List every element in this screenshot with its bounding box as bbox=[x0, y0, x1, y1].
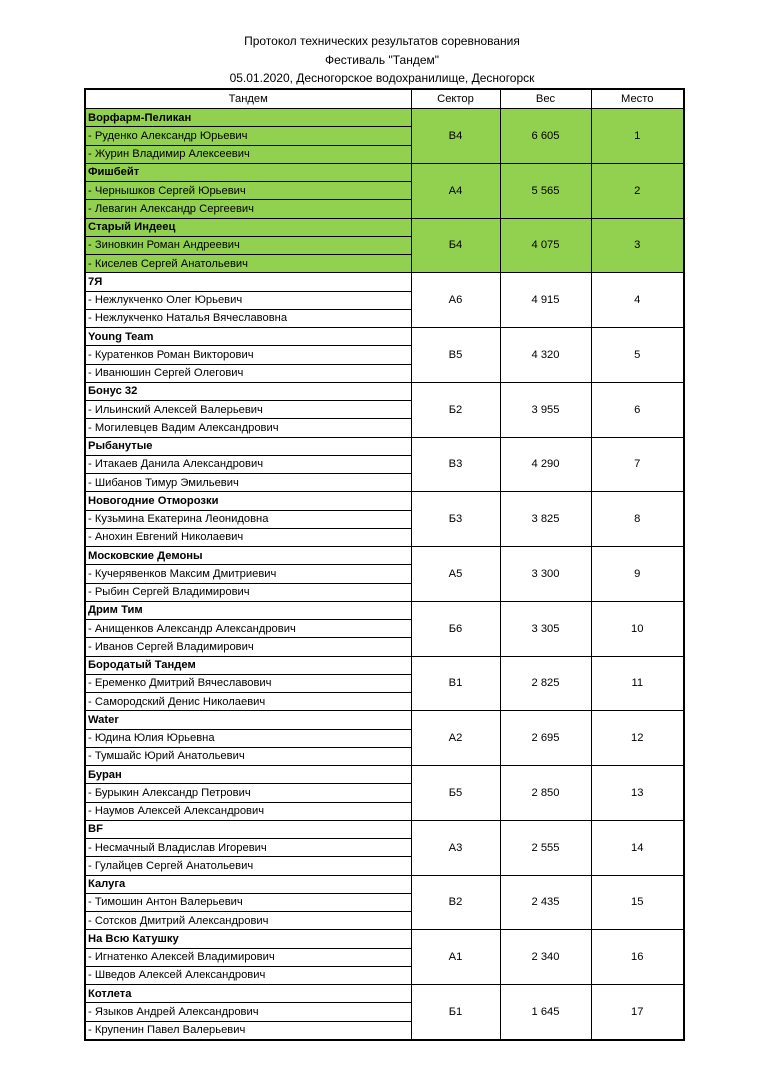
team-name: Московские Демоны bbox=[85, 547, 411, 565]
team-place: 15 bbox=[591, 875, 684, 930]
team-row bbox=[85, 437, 684, 455]
team-row bbox=[85, 930, 684, 948]
team-member: - Самородский Денис Николаевич bbox=[85, 693, 411, 711]
team-place: 6 bbox=[591, 382, 684, 437]
team-place: 4 bbox=[591, 273, 684, 328]
team-row bbox=[85, 875, 684, 893]
team-member: - Журин Владимир Алексеевич bbox=[85, 145, 411, 163]
team-place: 3 bbox=[591, 218, 684, 273]
team-name: Фишбейт bbox=[85, 163, 411, 181]
team-member: - Итакаев Данила Александрович bbox=[85, 455, 411, 473]
team-sector: В2 bbox=[411, 875, 500, 930]
team-place: 13 bbox=[591, 766, 684, 821]
team-member: - Шибанов Тимур Эмильевич bbox=[85, 474, 411, 492]
column-header-weight: Вес bbox=[500, 89, 591, 109]
team-member: - Гулайцев Сергей Анатольевич bbox=[85, 857, 411, 875]
team-member: - Иванюшин Сергей Олегович bbox=[85, 364, 411, 382]
team-row bbox=[85, 273, 684, 291]
team-place: 9 bbox=[591, 547, 684, 602]
team-name: Young Team bbox=[85, 328, 411, 346]
team-sector: Б5 bbox=[411, 766, 500, 821]
team-name: На Всю Катушку bbox=[85, 930, 411, 948]
team-name: Рыбанутые bbox=[85, 437, 411, 455]
team-name: Новогодние Отморозки bbox=[85, 492, 411, 510]
document-header bbox=[0, 32, 764, 88]
team-member: - Руденко Александр Юрьевич bbox=[85, 127, 411, 145]
team-sector: Б4 bbox=[411, 218, 500, 273]
team-member: - Анохин Евгений Николаевич bbox=[85, 528, 411, 546]
date-location: 05.01.2020, Десногорское водохранилище, Десногорск bbox=[229, 71, 535, 85]
team-name: BF bbox=[85, 820, 411, 838]
team-row bbox=[85, 656, 684, 674]
team-row bbox=[85, 547, 684, 565]
team-place: 7 bbox=[591, 437, 684, 492]
team-place: 8 bbox=[591, 492, 684, 547]
team-member: - Наумов Алексей Александрович bbox=[85, 802, 411, 820]
column-header-place: Место bbox=[591, 89, 684, 109]
team-weight: 2 850 bbox=[500, 766, 591, 821]
team-member: - Нежлукченко Олег Юрьевич bbox=[85, 291, 411, 309]
team-sector: Б3 bbox=[411, 492, 500, 547]
team-member: - Юдина Юлия Юрьевна bbox=[85, 729, 411, 747]
team-member: - Бурыкин Александр Петрович bbox=[85, 784, 411, 802]
team-member: - Тумшайс Юрий Анатольевич bbox=[85, 747, 411, 765]
team-sector: А4 bbox=[411, 163, 500, 218]
team-place: 11 bbox=[591, 656, 684, 711]
column-header-tandem: Тандем bbox=[85, 89, 411, 109]
team-row bbox=[85, 601, 684, 619]
team-place: 2 bbox=[591, 163, 684, 218]
team-member: - Несмачный Владислав Игоревич bbox=[85, 839, 411, 857]
team-member: - Левагин Александр Сергеевич bbox=[85, 200, 411, 218]
team-place: 5 bbox=[591, 328, 684, 383]
team-member: - Игнатенко Алексей Владимирович bbox=[85, 948, 411, 966]
team-sector: Б1 bbox=[411, 985, 500, 1040]
team-name: Котлета bbox=[85, 985, 411, 1003]
team-weight: 3 300 bbox=[500, 547, 591, 602]
team-sector: А5 bbox=[411, 547, 500, 602]
table-header-row bbox=[85, 89, 684, 109]
team-place: 1 bbox=[591, 109, 684, 164]
team-row bbox=[85, 985, 684, 1003]
team-weight: 2 340 bbox=[500, 930, 591, 985]
team-name: Дрим Тим bbox=[85, 601, 411, 619]
team-weight: 4 075 bbox=[500, 218, 591, 273]
team-member: - Шведов Алексей Александрович bbox=[85, 966, 411, 984]
team-name: Буран bbox=[85, 766, 411, 784]
team-name: Water bbox=[85, 711, 411, 729]
team-member: - Ильинский Алексей Валерьевич bbox=[85, 401, 411, 419]
team-name: 7Я bbox=[85, 273, 411, 291]
team-sector: А6 bbox=[411, 273, 500, 328]
team-member: - Нежлукченко Наталья Вячеславовна bbox=[85, 309, 411, 327]
team-member: - Зиновкин Роман Андреевич bbox=[85, 236, 411, 254]
team-member: - Крупенин Павел Валерьевич bbox=[85, 1021, 411, 1040]
team-name: Ворфарм-Пеликан bbox=[85, 109, 411, 127]
team-member: - Анищенков Александр Александрович bbox=[85, 620, 411, 638]
team-member: - Куратенков Роман Викторович bbox=[85, 346, 411, 364]
team-row bbox=[85, 218, 684, 236]
column-header-sector: Сектор bbox=[411, 89, 500, 109]
team-sector: В3 bbox=[411, 437, 500, 492]
team-weight: 4 915 bbox=[500, 273, 591, 328]
team-place: 17 bbox=[591, 985, 684, 1040]
team-sector: А2 bbox=[411, 711, 500, 766]
team-member: - Могилевцев Вадим Александрович bbox=[85, 419, 411, 437]
results-body bbox=[85, 109, 684, 1040]
team-row bbox=[85, 766, 684, 784]
team-row bbox=[85, 163, 684, 181]
team-weight: 2 825 bbox=[500, 656, 591, 711]
team-weight: 1 645 bbox=[500, 985, 591, 1040]
team-member: - Сотсков Дмитрий Александрович bbox=[85, 912, 411, 930]
team-place: 14 bbox=[591, 820, 684, 875]
team-place: 10 bbox=[591, 601, 684, 656]
team-row bbox=[85, 328, 684, 346]
team-weight: 3 305 bbox=[500, 601, 591, 656]
team-weight: 2 435 bbox=[500, 875, 591, 930]
festival-name: Фестиваль "Тандем" bbox=[324, 52, 440, 67]
team-row bbox=[85, 492, 684, 510]
team-row bbox=[85, 711, 684, 729]
team-sector: В4 bbox=[411, 109, 500, 164]
team-sector: Б6 bbox=[411, 601, 500, 656]
team-weight: 3 955 bbox=[500, 382, 591, 437]
team-weight: 4 320 bbox=[500, 328, 591, 383]
team-row bbox=[85, 382, 684, 400]
team-weight: 6 605 bbox=[500, 109, 591, 164]
team-sector: В5 bbox=[411, 328, 500, 383]
team-member: - Еременко Дмитрий Вячеславович bbox=[85, 674, 411, 692]
team-sector: А1 bbox=[411, 930, 500, 985]
team-weight: 2 695 bbox=[500, 711, 591, 766]
document-title: Протокол технических результатов соревнования bbox=[244, 34, 520, 48]
team-name: Бородатый Тандем bbox=[85, 656, 411, 674]
team-member: - Языков Андрей Александрович bbox=[85, 1003, 411, 1021]
team-place: 16 bbox=[591, 930, 684, 985]
team-weight: 4 290 bbox=[500, 437, 591, 492]
team-row bbox=[85, 820, 684, 838]
team-weight: 2 555 bbox=[500, 820, 591, 875]
results-table bbox=[84, 88, 685, 1041]
team-sector: А3 bbox=[411, 820, 500, 875]
team-member: - Киселев Сергей Анатольевич bbox=[85, 255, 411, 273]
team-member: - Кучерявенков Максим Дмитриевич bbox=[85, 565, 411, 583]
team-member: - Тимошин Антон Валерьевич bbox=[85, 893, 411, 911]
team-name: Бонус 32 bbox=[85, 382, 411, 400]
team-member: - Чернышков Сергей Юрьевич bbox=[85, 182, 411, 200]
team-weight: 3 825 bbox=[500, 492, 591, 547]
team-row bbox=[85, 109, 684, 127]
team-sector: В1 bbox=[411, 656, 500, 711]
team-name: Калуга bbox=[85, 875, 411, 893]
team-place: 12 bbox=[591, 711, 684, 766]
team-weight: 5 565 bbox=[500, 163, 591, 218]
team-member: - Иванов Сергей Владимирович bbox=[85, 638, 411, 656]
team-sector: Б2 bbox=[411, 382, 500, 437]
team-name: Старый Индеец bbox=[85, 218, 411, 236]
team-member: - Кузьмина Екатерина Леонидовна bbox=[85, 510, 411, 528]
team-member: - Рыбин Сергей Владимирович bbox=[85, 583, 411, 601]
